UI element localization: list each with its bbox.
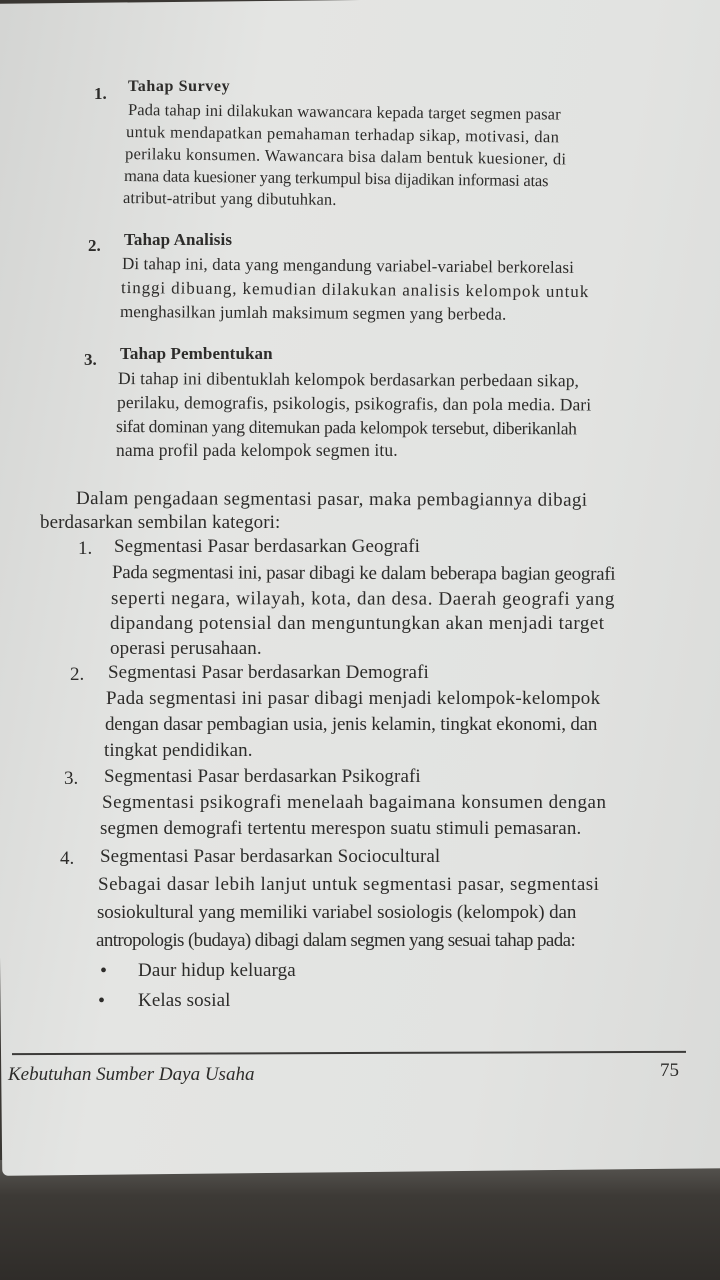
category-4-line: Sebagai dasar lebih lanjut untuk segmentasi pasar, segmentasi xyxy=(98,874,600,895)
intro-line: Dalam pengadaan segmentasi pasar, maka pembagiannya dibagi xyxy=(75,488,588,511)
category-3-line: segmen demografi tertentu merespon suatu stimuli pemasaran. xyxy=(100,818,582,839)
category-4-title: Segmentasi Pasar berdasarkan Sociocultural xyxy=(100,846,441,867)
category-2-title: Segmentasi Pasar berdasarkan Demografi xyxy=(108,662,429,683)
bullet-marker: • xyxy=(98,990,106,1012)
category-3-number: 3. xyxy=(64,768,79,789)
category-1-line: Pada segmentasi ini, pasar dibagi ke dalam beberapa bagian geografi xyxy=(111,562,616,585)
category-4-line: antropologis (budaya) dibagi dalam segmen yang sesuai tahap pada: xyxy=(96,930,576,951)
category-4-number: 4. xyxy=(60,848,75,869)
step-1-line: perilaku konsumen. Wawancara bisa dalam bentuk kuesioner, di xyxy=(124,144,567,169)
step-3-number: 3. xyxy=(84,350,97,369)
step-2-line: tinggi dibuang, kemudian dilakukan analisis kelompok untuk xyxy=(120,278,590,302)
category-1-line: operasi perusahaan. xyxy=(110,638,262,659)
step-1-line: Pada tahap ini dilakukan wawancara kepada target segmen pasar xyxy=(127,100,561,124)
step-1-line: untuk mendapatkan pemahaman terhadap sikap, motivasi, dan xyxy=(125,122,560,147)
category-1-number: 1. xyxy=(78,538,93,559)
bullet-item: Daur hidup keluarga xyxy=(138,960,296,981)
step-1-line: mana data kuesioner yang terkumpul bisa dijadikan informasi atas xyxy=(123,166,549,191)
footer-book-title: Kebutuhan Sumber Daya Usaha xyxy=(8,1064,255,1085)
footer-rule xyxy=(12,1051,686,1055)
step-3-line: Di tahap ini dibentuklah kelompok berdasarkan perbedaan sikap, xyxy=(117,368,580,391)
bullet-marker: • xyxy=(100,960,108,982)
category-1-title: Segmentasi Pasar berdasarkan Geografi xyxy=(114,536,421,557)
step-2-line: Di tahap ini, data yang mengandung variabel-variabel berkorelasi xyxy=(121,254,575,277)
category-1-line: dipandang potensial dan menguntungkan akan menjadi target xyxy=(110,613,605,634)
step-2-line: menghasilkan jumlah maksimum segmen yang berbeda. xyxy=(119,302,507,324)
step-1-line: atribut-atribut yang dibutuhkan. xyxy=(122,188,337,209)
page-number: 75 xyxy=(660,1060,679,1081)
step-1-number: 1. xyxy=(94,84,107,103)
step-3-line: nama profil pada kelompok segmen itu. xyxy=(116,440,398,460)
category-2-line: dengan dasar pembagian usia, jenis kelamin, tingkat ekonomi, dan xyxy=(105,714,598,735)
step-3-line: perilaku, demografis, psikologis, psikografis, dan pola media. Dari xyxy=(116,392,592,415)
category-1-line: seperti negara, wilayah, kota, dan desa. Daerah geografi yang xyxy=(110,588,616,610)
step-2-title: Tahap Analisis xyxy=(124,230,233,249)
bullet-item: Kelas sosial xyxy=(138,990,231,1011)
step-3-line: sifat dominan yang ditemukan pada kelompok tersebut, diberikanlah xyxy=(115,416,577,439)
category-3-title: Segmentasi Pasar berdasarkan Psikografi xyxy=(104,766,421,787)
category-3-line: Segmentasi psikografi menelaah bagaimana konsumen dengan xyxy=(102,792,607,813)
category-2-line: Pada segmentasi ini pasar dibagi menjadi kelompok-kelompok xyxy=(106,688,601,709)
step-3-title: Tahap Pembentukan xyxy=(120,344,273,363)
category-2-line: tingkat pendidikan. xyxy=(104,740,253,761)
step-2-number: 2. xyxy=(88,236,101,255)
intro-line: berdasarkan sembilan kategori: xyxy=(40,512,281,533)
step-1-title: Tahap Survey xyxy=(128,78,231,95)
category-4-line: sosiokultural yang memiliki variabel sosiologis (kelompok) dan xyxy=(97,902,577,923)
category-2-number: 2. xyxy=(70,664,85,685)
